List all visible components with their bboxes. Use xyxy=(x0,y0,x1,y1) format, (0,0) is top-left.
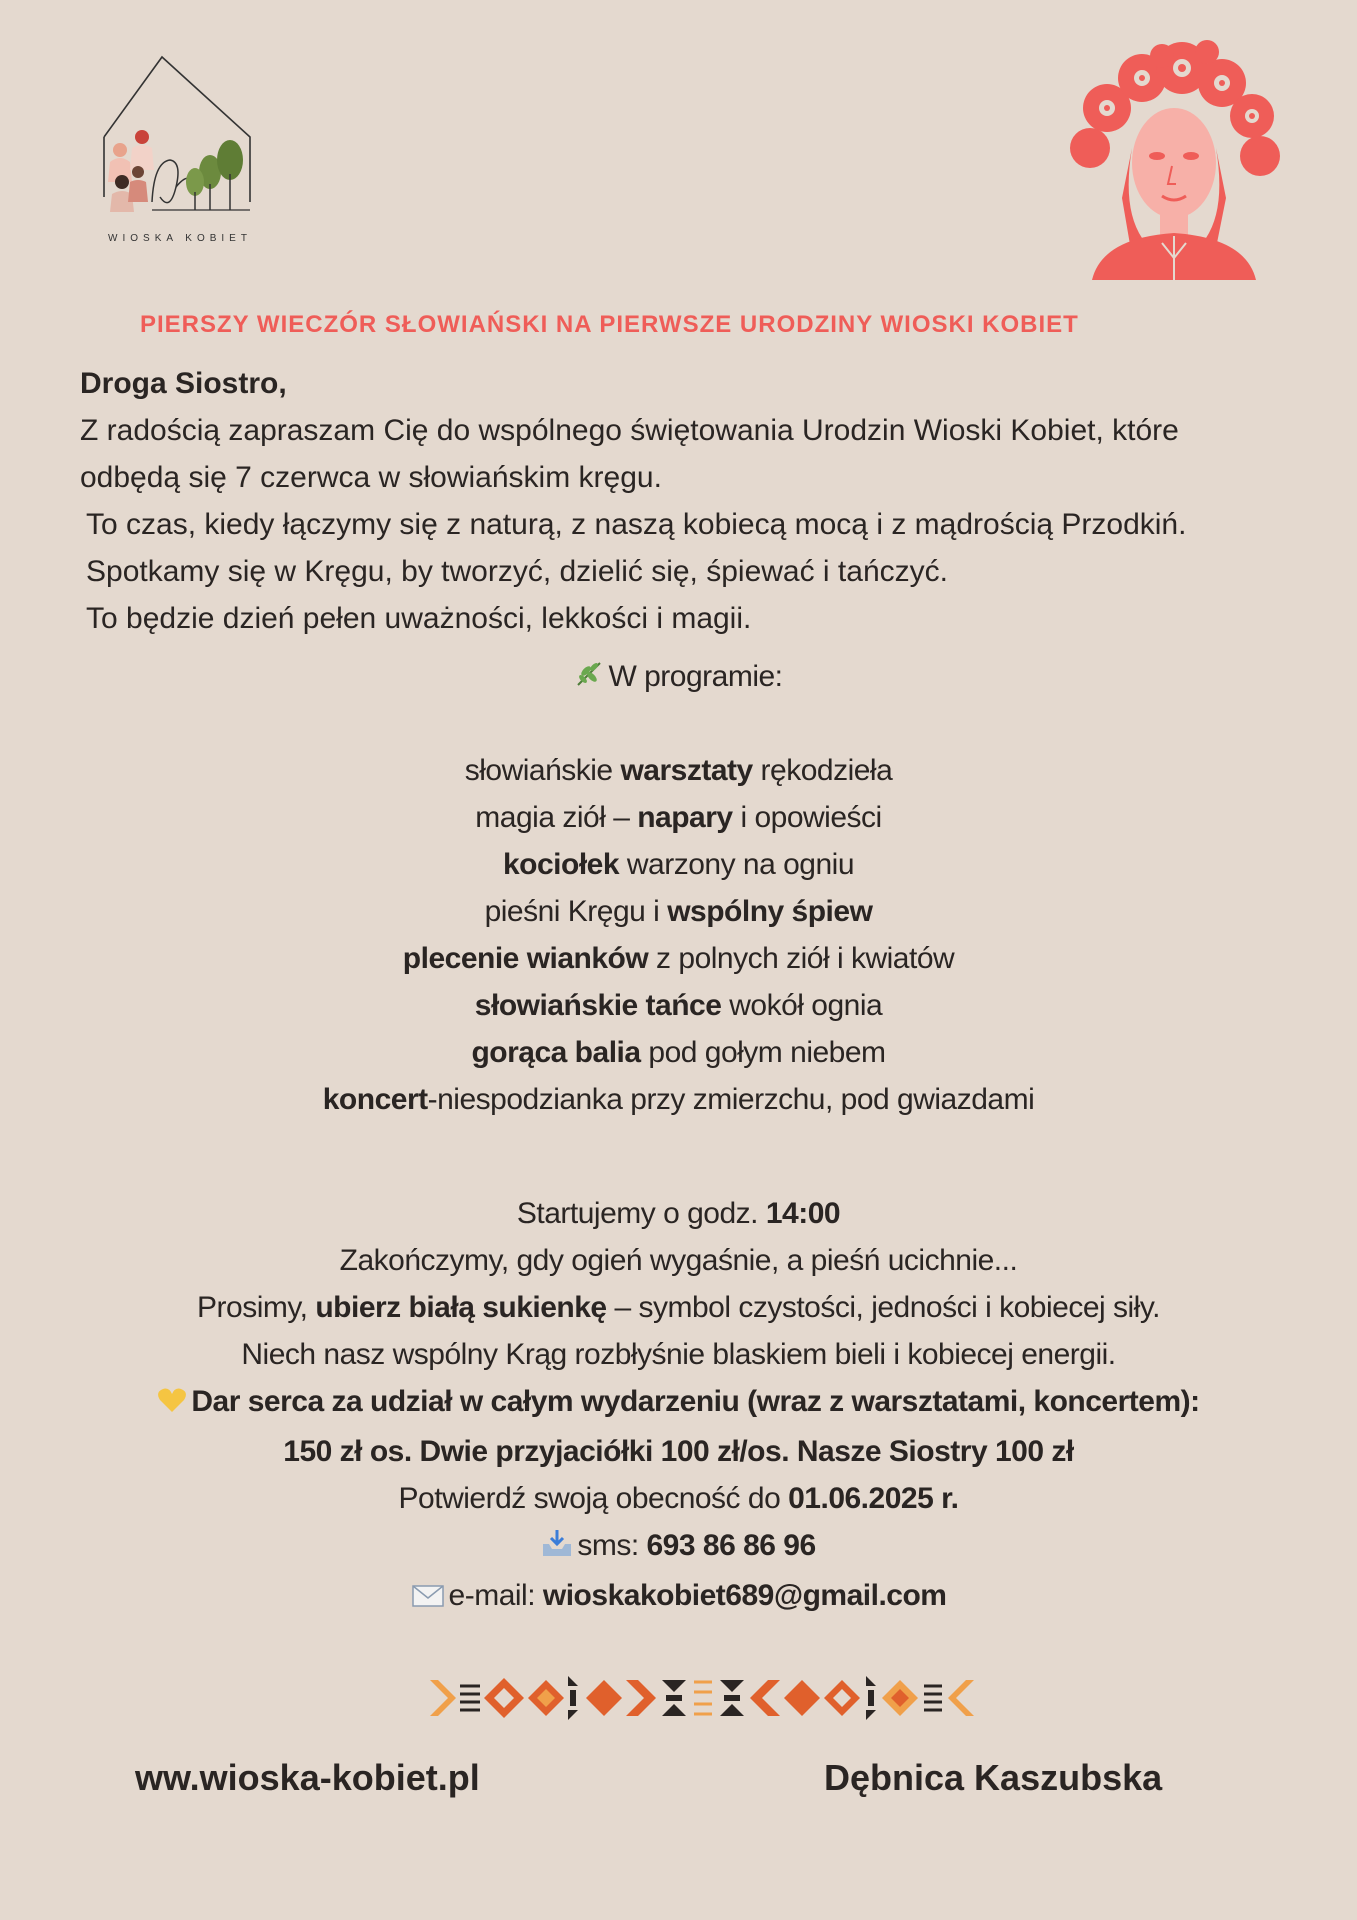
intro-line: odbędą się 7 czerwca w słowiańskim kręgu. xyxy=(80,461,662,494)
slavic-woman-portrait xyxy=(1062,38,1284,280)
list-item: koncert-niespodzianka przy zmierzchu, pod gwiazdami xyxy=(322,1083,1035,1116)
program-heading xyxy=(0,653,1357,703)
start-time-line: Startujemy o godz. 14:00 xyxy=(516,1197,841,1230)
logo-text: WIOSKA KOBIET xyxy=(108,233,252,244)
end-line: Zakończymy, gdy ogień wygaśnie, a pieśń ucichnie... xyxy=(339,1244,1018,1277)
program-list xyxy=(0,747,1357,1123)
intro-line: To czas, kiedy łączymy się z naturą, z naszą kobiecą mocą i z mądrością Przodkiń. xyxy=(86,508,1187,541)
start-time: 14:00 xyxy=(765,1197,841,1230)
geometric-border-icon xyxy=(428,1670,976,1726)
sms-line: sms: 693 86 86 96 xyxy=(0,1522,1357,1572)
yellow-heart-icon xyxy=(157,1381,187,1428)
greeting: Droga Siostro, xyxy=(80,367,287,400)
list-item: gorąca balia pod gołym niebem xyxy=(471,1036,886,1069)
circle-line: Niech nasz wspólny Krąg rozbłyśnie blaskiem bieli i kobiecej energii. xyxy=(241,1338,1116,1371)
herb-sprig-icon xyxy=(574,656,604,703)
intro-line: Z radością zapraszam Cię do wspólnego świętowania Urodzin Wioski Kobiet, które xyxy=(80,414,1179,447)
dress-code-line: Prosimy, ubierz białą sukienkę – symbol czystości, jedności i kobiecej siły. xyxy=(197,1291,1160,1324)
event-headline: PIERSZY WIECZÓR SŁOWIAŃSKI NA PIERWSZE URODZINY WIOSKI KOBIET xyxy=(140,311,1079,338)
list-item: pieśni Kręgu i wspólny śpiew xyxy=(484,895,873,928)
list-item: słowiańskie warsztaty rękodzieła xyxy=(464,754,893,787)
email-line: e-mail: wioskakobiet689@gmail.com xyxy=(0,1572,1357,1622)
intro-section xyxy=(80,360,1310,642)
intro-line: To będzie dzień pełen uważności, lekkości i magii. xyxy=(86,602,752,635)
confirm-date: 01.06.2025 r. xyxy=(788,1482,959,1515)
sms-number[interactable]: 693 86 86 96 xyxy=(646,1529,816,1562)
list-item: kociołek warzony na ogniu xyxy=(502,848,855,881)
list-item: plecenie wianków z polnych ziół i kwiatów xyxy=(402,942,955,975)
inbox-tray-icon xyxy=(541,1525,573,1572)
confirm-line: Potwierdź swoją obecność do 01.06.2025 r. xyxy=(398,1482,959,1515)
slavic-woman-flower-crown-icon xyxy=(1062,38,1284,280)
intro-line: Spotkamy się w Kręgu, by tworzyć, dzielić się, śpiewać i tańczyć. xyxy=(86,555,948,588)
gift-line: Dar serca za udział w całym wydarzeniu (wraz z warsztatami, koncertem): xyxy=(0,1378,1357,1428)
email-address[interactable]: wioskakobiet689@gmail.com xyxy=(542,1579,947,1612)
envelope-icon xyxy=(411,1575,445,1622)
location-text: Dębnica Kaszubska xyxy=(824,1757,1163,1798)
wioska-kobiet-logo xyxy=(92,52,272,252)
website-link[interactable]: ww.wioska-kobiet.pl xyxy=(135,1757,480,1798)
list-item: słowiańskie tańce wokół ognia xyxy=(474,989,883,1022)
slavic-geometric-border xyxy=(428,1670,976,1726)
program-title: W programie: xyxy=(608,660,783,693)
price-line: 150 zł os. Dwie przyjaciółki 100 zł/os. Nasze Siostry 100 zł xyxy=(283,1435,1074,1468)
house-women-trees-logo-icon xyxy=(92,52,272,252)
list-item: magia ziół – napary i opowieści xyxy=(475,801,882,834)
event-details xyxy=(0,1190,1357,1622)
